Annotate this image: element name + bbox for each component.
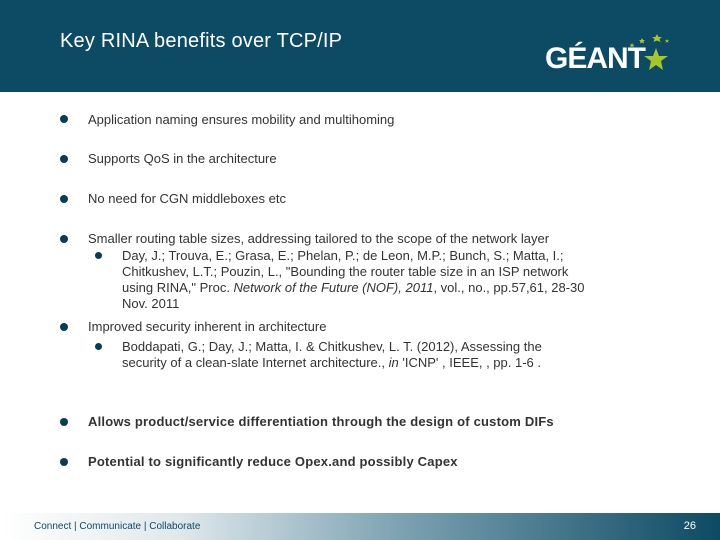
- page-number: 26: [683, 520, 696, 532]
- citation-line: Boddapati, G.; Day, J.; Matta, I. & Chitkushev, L. T. (2012), Assessing the: [122, 339, 542, 354]
- bullet-text: Application naming ensures mobility and multihoming: [88, 112, 395, 127]
- bullet-dot: [60, 458, 68, 466]
- bullet-text: Supports QoS in the architecture: [88, 151, 277, 166]
- bullet-dot: [60, 323, 68, 331]
- footer-tagline: Connect | Communicate | Collaborate: [34, 521, 201, 532]
- bullet-dot: [60, 115, 68, 123]
- slide-title: Key RINA benefits over TCP/IP: [60, 30, 343, 52]
- bullet-text: Smaller routing table sizes, addressing tailored to the scope of the network layer: [88, 231, 550, 246]
- bullet-dot: [60, 235, 68, 243]
- citation-line: security of a clean-slate Internet architecture., in 'ICNP' , IEEE, , pp. 1-6 .: [122, 355, 542, 370]
- sub-bullet-dot: [95, 343, 102, 350]
- bullet-dot: [60, 195, 68, 203]
- bullet-dot: [60, 155, 68, 163]
- citation-text: [122, 339, 662, 371]
- citation-line: Nov. 2011: [122, 296, 180, 311]
- bullet-text: Improved security inherent in architecture: [88, 319, 327, 334]
- bullet-text: Potential to significantly reduce Opex.and possibly Capex: [88, 454, 458, 469]
- sub-bullet-dot: [95, 252, 102, 259]
- citation-line: Chitkushev, L.T.; Pouzin, L., "Bounding the router table size in an ISP network: [122, 264, 569, 279]
- bullet-text: Allows product/service differentiation through the design of custom DIFs: [88, 414, 554, 429]
- bullet-text: No need for CGN middleboxes etc: [88, 191, 286, 206]
- slide-footer: [0, 513, 720, 540]
- citation-line: using RINA," Proc. Network of the Future (NOF), 2011, vol., no., pp.57,61, 28-30: [122, 280, 585, 295]
- citation-line: Day, J.; Trouva, E.; Grasa, E.; Phelan, P.; de Leon, M.P.; Bunch, S.; Matta, I.;: [122, 248, 564, 263]
- logo-wordmark: GÉANT: [545, 42, 645, 75]
- bullet-dot: [60, 418, 68, 426]
- citation-text: [122, 248, 662, 312]
